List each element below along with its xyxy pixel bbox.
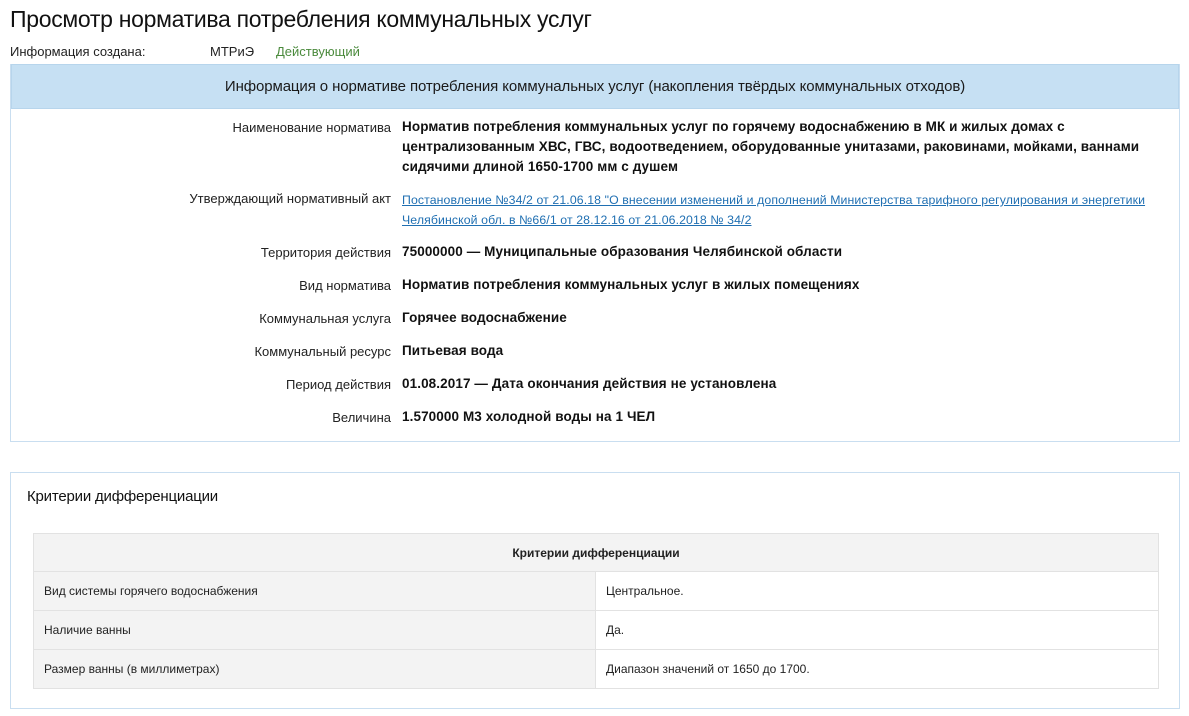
field-value: Норматив потребления коммунальных услуг по горячему водоснабжению в МК и жилых домах с централизованным ХВС, ГВС, водоотведением, оборудованные унитазами, раковинами, мойками, ваннами сидячими длиной 1650-1700 мм с душем bbox=[402, 119, 1140, 174]
field-label: Величина bbox=[332, 410, 391, 425]
field-row-norm-type bbox=[11, 275, 1179, 295]
field-label: Вид норматива bbox=[299, 278, 391, 293]
criteria-table-header: Критерии дифференциации bbox=[34, 534, 1159, 572]
field-label: Коммунальный ресурс bbox=[254, 344, 391, 359]
table-row bbox=[34, 611, 1159, 650]
field-row-territory bbox=[11, 242, 1179, 262]
criteria-table-header-row bbox=[34, 534, 1159, 572]
table-row bbox=[34, 650, 1159, 689]
norm-info-panel bbox=[10, 64, 1180, 442]
field-label: Утверждающий нормативный акт bbox=[189, 191, 391, 206]
norm-info-header: Информация о нормативе потребления коммунальных услуг (накопления твёрдых коммунальных отходов) bbox=[11, 64, 1179, 109]
field-label: Наименование норматива bbox=[232, 120, 391, 135]
field-row-validity-period bbox=[11, 374, 1179, 394]
field-row-amount bbox=[11, 407, 1179, 427]
field-value: Горячее водоснабжение bbox=[402, 310, 567, 325]
criterion-name: Наличие ванны bbox=[34, 611, 596, 650]
created-label: Информация создана: bbox=[10, 44, 146, 59]
field-value: 01.08.2017 — Дата окончания действия не установлена bbox=[402, 376, 777, 391]
field-row-norm-name bbox=[11, 117, 1179, 177]
field-row-utility-resource bbox=[11, 341, 1179, 361]
field-label: Период действия bbox=[286, 377, 391, 392]
info-meta bbox=[10, 44, 360, 59]
field-value: 1.570000 М3 холодной воды на 1 ЧЕЛ bbox=[402, 409, 656, 424]
field-label: Коммунальная услуга bbox=[259, 311, 391, 326]
criteria-panel bbox=[10, 472, 1180, 709]
criterion-value: Диапазон значений от 1650 до 1700. bbox=[596, 650, 1159, 689]
approving-act-link[interactable]: Постановление №34/2 от 21.06.18 "О внесении изменений и дополнений Министерства тарифного регулирования и энергетики Челябинской обл. в №66/1 от 28.12.16 от 21.06.2018 № 34/2 bbox=[402, 193, 1146, 227]
criterion-value: Да. bbox=[596, 611, 1159, 650]
field-label: Территория действия bbox=[260, 245, 391, 260]
field-row-approving-act bbox=[11, 190, 1179, 230]
organization-name: МТРиЭ bbox=[210, 44, 255, 59]
field-value: 75000000 — Муниципальные образования Челябинской области bbox=[402, 244, 843, 259]
field-row-utility-service bbox=[11, 308, 1179, 328]
field-value bbox=[402, 190, 1170, 230]
field-value: Норматив потребления коммунальных услуг в жилых помещениях bbox=[402, 277, 860, 292]
criterion-value: Центральное. bbox=[596, 572, 1159, 611]
criteria-title: Критерии дифференциации bbox=[27, 488, 218, 505]
table-row bbox=[34, 572, 1159, 611]
field-value: Питьевая вода bbox=[402, 343, 504, 358]
page-title: Просмотр норматива потребления коммунальных услуг bbox=[10, 6, 592, 32]
criteria-table bbox=[33, 533, 1159, 689]
status-badge: Действующий bbox=[276, 44, 360, 59]
criterion-name: Размер ванны (в миллиметрах) bbox=[34, 650, 596, 689]
criterion-name: Вид системы горячего водоснабжения bbox=[34, 572, 596, 611]
